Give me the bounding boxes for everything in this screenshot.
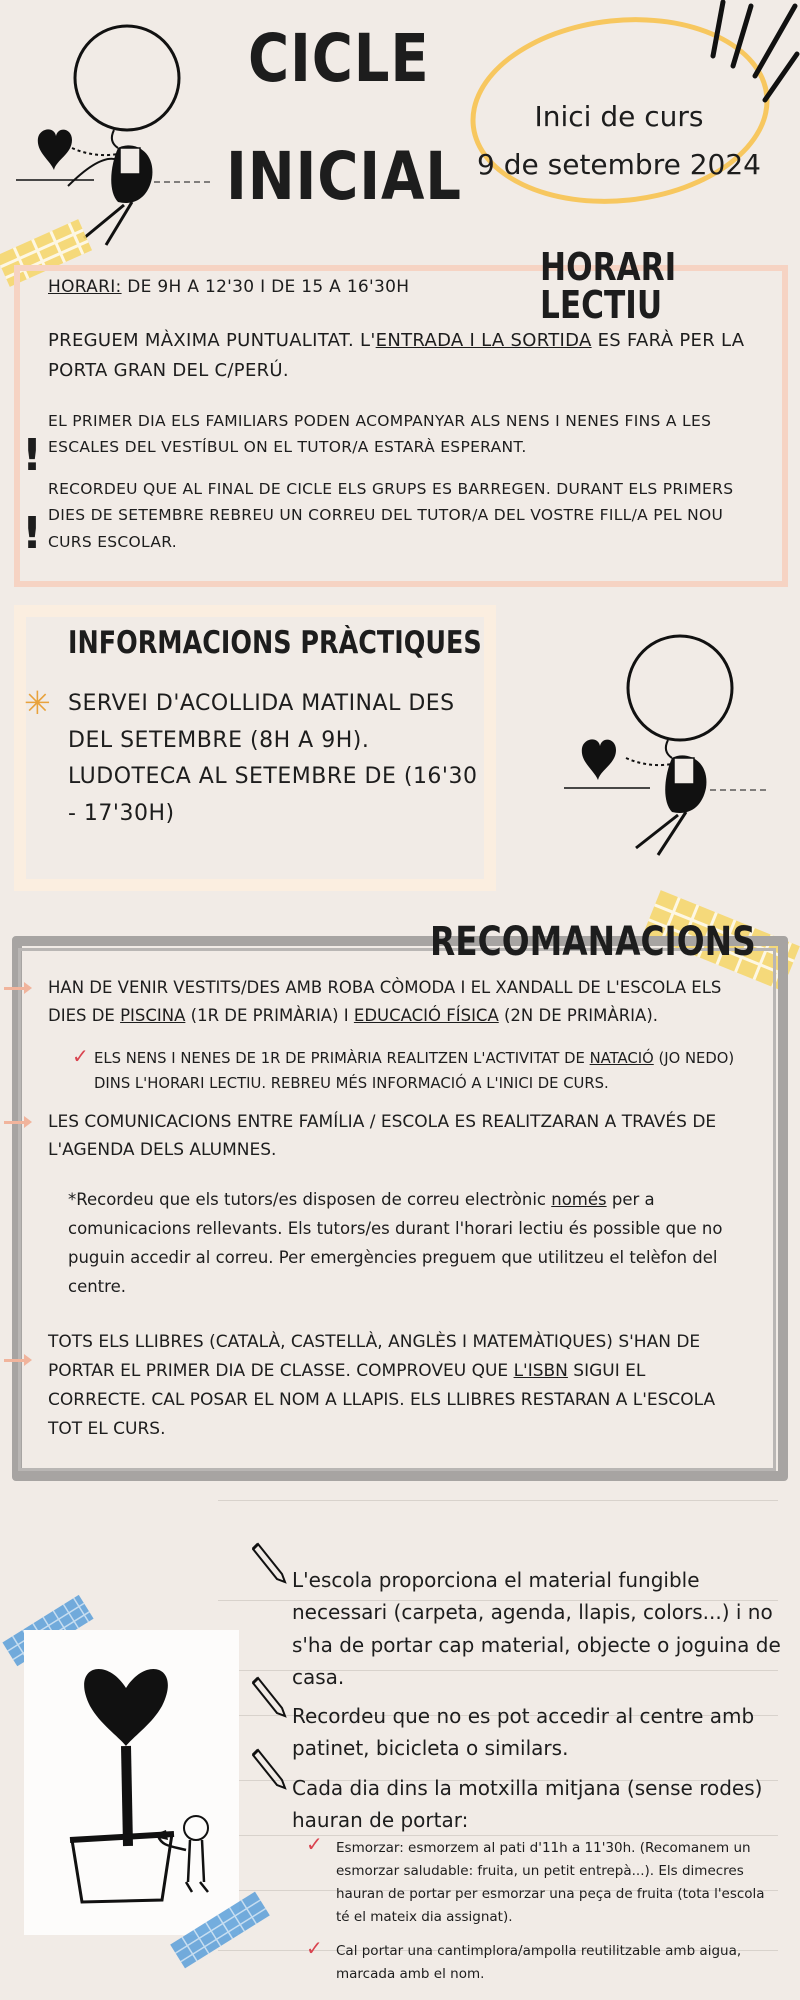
horari-heading: HORARI LECTIU: [540, 245, 677, 327]
piscina-link: PISCINA: [120, 1006, 186, 1026]
informacions-text: SERVEI D'ACOLLIDA MATINAL DES DEL SETEMBRE (8H A 9H). LUDOTECA AL SETEMBRE DE (16'30 - 17'30H): [68, 691, 478, 826]
checkmark-icon: ✓: [72, 1044, 89, 1068]
schedule-label: HORARI:: [48, 277, 122, 297]
isbn-link: L'ISBN: [513, 1360, 568, 1381]
pencil-icon: [252, 1540, 290, 1584]
pencil-icon: [252, 1674, 290, 1718]
roba-paragraph: HAN DE VENIR VESTITS/DES AMB ROBA CÒMODA I EL XANDALL DE L'ESCOLA ELS DIES DE PISCINA (1R DE PRIMÀRIA) I EDUCACIÓ FÍSICA (2N DE PRIMÀRIA).: [48, 978, 722, 1026]
page-title-line2: INICIAL: [226, 138, 462, 215]
schedule-line: [48, 274, 748, 300]
asterisk-star-icon: ✳: [24, 684, 51, 722]
material-item-3: Cada dia dins la motxilla mitjana (sense rodes) hauran de portar:: [292, 1776, 763, 1833]
informacions-heading: INFORMACIONS PRÀCTIQUES: [68, 625, 482, 661]
recomanacions-heading: RECOMANACIONS: [430, 919, 756, 965]
decorative-strokes: [705, 0, 800, 105]
esmorzar-note: Esmorzar: esmorzem al pati d'11h a 11'30h. (Recomanem un esmorzar saludable: fruita, un petit entrepà...). Els dimecres hauran de portar per esmorzar una peça de fruita (tota l'escola té el mateix dia assignat).: [336, 1840, 765, 1925]
natacio-link: NATACIÓ: [589, 1050, 654, 1067]
exclamation-icon: !: [22, 508, 43, 559]
character-balloon-illustration: [560, 630, 780, 860]
schedule-hours: DE 9H A 12'30 I DE 15 A 16'30H: [121, 277, 410, 297]
comunicacions-paragraph: LES COMUNICACIONS ENTRE FAMÍLIA / ESCOLA ES REALITZARAN A TRAVÉS DE L'AGENDA DELS ALUMNES.: [48, 1112, 717, 1161]
natacio-paragraph: ELS NENS I NENES DE 1R DE PRIMÀRIA REALITZEN L'ACTIVITAT DE NATACIÓ (JO NEDO) DINS L'HORARI LECTIU. REBREU MÉS INFORMACIÓ A L'INICI DE CURS.: [94, 1050, 735, 1093]
primer-dia-paragraph: EL PRIMER DIA ELS FAMILIARS PODEN ACOMPANYAR ALS NENS I NENES FINS A LES ESCALES DEL VESTÍBUL ON EL TUTOR/A ESTARÀ ESPERANT.: [48, 412, 712, 457]
arrow-bullet-icon: [4, 987, 26, 990]
checkmark-icon: ✓: [306, 1832, 323, 1856]
page-title-line1: CICLE: [248, 20, 430, 97]
arrow-bullet-icon: [4, 1121, 26, 1124]
llibres-paragraph: TOTS ELS LLIBRES (CATALÀ, CASTELLÀ, ANGLÈS I MATEMÀTIQUES) S'HAN DE PORTAR EL PRIMER DIA DE CLASSE. COMPROVEU QUE L'ISBN SIGUI EL CORRECTE. CAL POSAR EL NOM A LLAPIS. ELS LLIBRES RESTARAN A L'ESCOLA TOT EL CURS.: [48, 1332, 716, 1439]
educacio-fisica-link: EDUCACIÓ FÍSICA: [353, 1006, 499, 1026]
course-start-label: Inici de curs: [534, 100, 704, 133]
entrada-sortida-link: ENTRADA I LA SORTIDA: [375, 330, 592, 351]
puntualitat-paragraph: PREGUEM MÀXIMA PUNTUALITAT. L'ENTRADA I LA SORTIDA ES FARÀ PER LA PORTA GRAN DEL C/PERÚ.: [48, 330, 745, 381]
character-balloon-illustration: [14, 20, 224, 250]
nomes-emphasis: només: [551, 1190, 607, 1209]
arrow-bullet-icon: [4, 1359, 26, 1362]
course-start-date: 9 de setembre 2024: [477, 148, 761, 181]
exclamation-icon: !: [22, 430, 43, 481]
material-item-2: Recordeu que no es pot accedir al centre amb patinet, bicicleta o similars.: [292, 1704, 755, 1761]
grups-paragraph: RECORDEU QUE AL FINAL DE CICLE ELS GRUPS ES BARREGEN. DURANT ELS PRIMERS DIES DE SETEMBRE REBREU UN CORREU DEL TUTOR/A DEL VOSTRE FILL/A PEL NOU CURS ESCOLAR.: [48, 480, 734, 551]
blue-tape-decoration: [160, 1880, 280, 1980]
cantimplora-note: Cal portar una cantimplora/ampolla reutilitzable amb aigua, marcada amb el nom.: [336, 1943, 742, 1982]
checkmark-icon: ✓: [306, 1936, 323, 1960]
heart-plant-illustration: [50, 1650, 230, 1910]
material-item-1: L'escola proporciona el material fungible necessari (carpeta, agenda, llapis, colors...) i no s'ha de portar cap material, objecte o joguina de casa.: [292, 1568, 781, 1690]
pencil-icon: [252, 1746, 290, 1790]
correu-paragraph: *Recordeu que els tutors/es disposen de correu electrònic només per a comunicacions rellevants. Els tutors/es durant l'horari lectiu és possible que no puguin accedir al correu. Per emergències preguem que utilitzeu el telèfon del centre.: [68, 1190, 723, 1296]
